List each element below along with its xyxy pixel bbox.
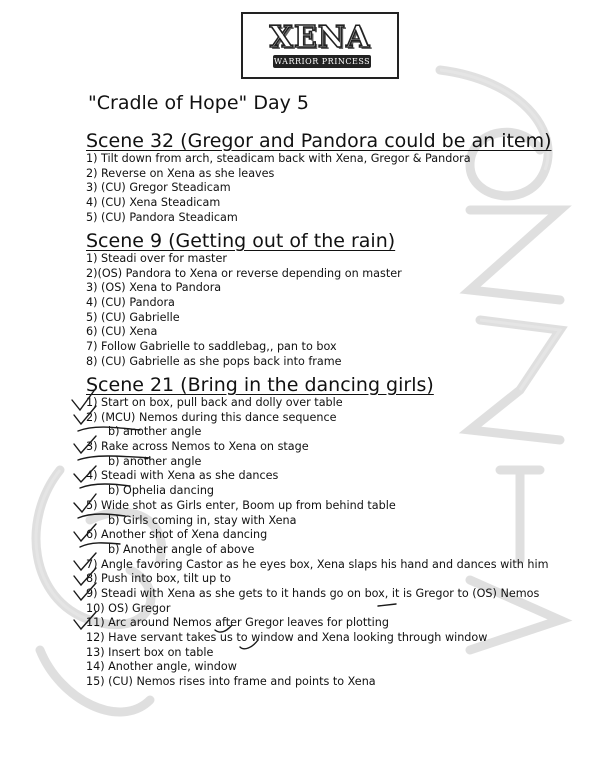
- shot-item: 4) (CU) Xena Steadicam: [86, 196, 221, 210]
- xena-logo: [241, 12, 399, 79]
- shot-item: 8) (CU) Gabrielle as she pops back into frame: [86, 354, 342, 368]
- scene-heading: Scene 32 (Gregor and Pandora could be an item): [86, 130, 552, 152]
- shot-item: 4) Steadi with Xena as she dances: [86, 469, 279, 483]
- shot-item: 2) (MCU) Nemos during this dance sequence: [86, 410, 337, 424]
- shot-item: b) another angle: [108, 425, 202, 439]
- shot-item: 5) (CU) Pandora Steadicam: [86, 210, 238, 224]
- shot-item: 1) Tilt down from arch, steadicam back with Xena, Gregor & Pandora: [86, 152, 471, 165]
- shot-item: 13) Insert box on table: [86, 645, 214, 659]
- shot-item: 4) (CU) Pandora: [86, 296, 175, 310]
- shot-item: b) Girls coming in, stay with Xena: [108, 513, 297, 527]
- shot-item: 1) Steadi over for master: [86, 252, 227, 265]
- shot-item: 11) Arc around Nemos after Gregor leaves for plotting: [86, 616, 389, 630]
- shot-item: 6) Another shot of Xena dancing: [86, 528, 268, 542]
- shot-item: 2) Reverse on Xena as she leaves: [86, 166, 275, 180]
- shot-item: 12) Have servant takes us to window and Xena looking through window: [86, 631, 488, 644]
- shot-item: 3) (CU) Gregor Steadicam: [86, 181, 231, 195]
- shot-item: 6) (CU) Xena: [86, 325, 158, 339]
- shot-item: b) Ophelia dancing: [108, 484, 215, 498]
- shot-item: 8) Push into box, tilt up to: [86, 572, 231, 586]
- shot-list: [86, 396, 548, 690]
- shot-item: 14) Another angle, window: [86, 660, 237, 674]
- logo-title: XENA: [269, 20, 371, 55]
- shot-list: [86, 252, 402, 370]
- shot-item: 5) (CU) Gabrielle: [86, 310, 180, 324]
- shot-item: 1) Start on box, pull back and dolly over table: [86, 396, 343, 409]
- shot-item: 3) Rake across Nemos to Xena on stage: [86, 440, 309, 454]
- shot-list: [86, 152, 471, 225]
- shot-item: 15) (CU) Nemos rises into frame and points to Xena: [86, 675, 376, 689]
- shot-item: b) another angle: [108, 454, 202, 468]
- document-title: "Cradle of Hope" Day 5: [88, 92, 309, 114]
- shot-item: 2)(OS) Pandora to Xena or reverse depending on master: [86, 266, 402, 280]
- scene-heading: Scene 9 (Getting out of the rain): [86, 230, 396, 252]
- shot-item: 7) Angle favoring Castor as he eyes box, Xena slaps his hand and dances with him: [86, 557, 549, 571]
- shot-item: 9) Steadi with Xena as she gets to it hands go on box, it is Gregor to (OS) Nemos: [86, 586, 540, 600]
- shot-item: 10) OS) Gregor: [86, 601, 171, 615]
- logo-subtitle: WARRIOR PRINCESS: [273, 57, 371, 66]
- scene-heading: Scene 21 (Bring in the dancing girls): [86, 374, 434, 396]
- shot-item: b) Another angle of above: [108, 542, 255, 556]
- shot-item: 5) Wide shot as Girls enter, Boom up from behind table: [86, 498, 396, 512]
- shot-item: 3) (OS) Xena to Pandora: [86, 281, 222, 295]
- shot-item: 7) Follow Gabrielle to saddlebag,, pan to box: [86, 340, 337, 354]
